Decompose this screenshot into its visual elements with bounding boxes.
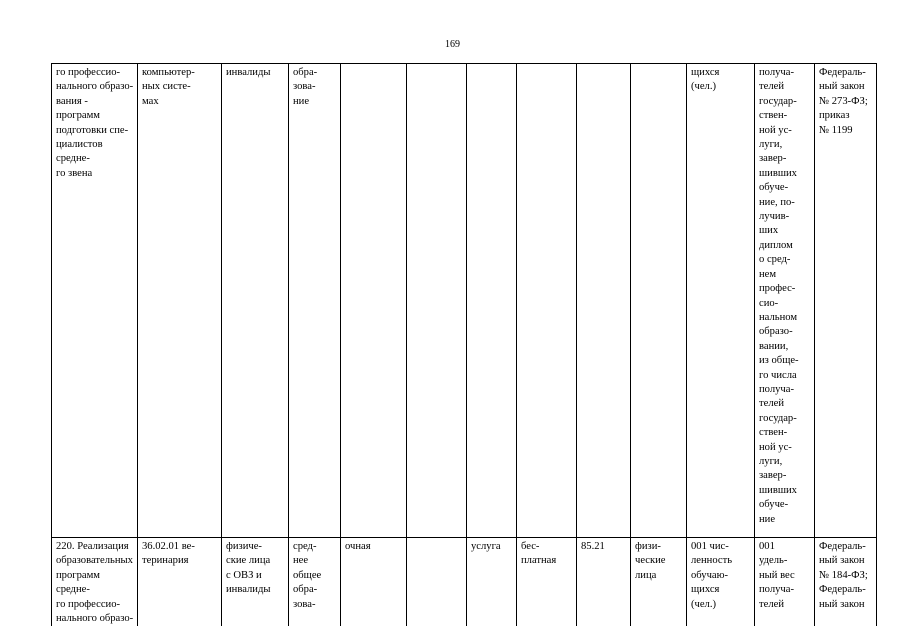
table-cell: получа- телей государ- ствен- ной ус- луги, завер- шивших обуче- ние, по- лучив- ших диплом о сред- нем профес- сио- нальном образо- вании, из обще- го числа получа- телей государ- ствен- ной ус- луги, завер- шивших обуче- ние — [755, 64, 815, 538]
table-cell — [341, 64, 407, 538]
table-cell: 220. Реализация образовательных программ средне- го профессио- нального образо- — [52, 538, 138, 627]
table-cell — [517, 64, 577, 538]
table-cell: 36.02.01 ве- теринария — [138, 538, 222, 627]
table-cell: очная — [341, 538, 407, 627]
table-cell: 001 удель- ный вес получа- телей — [755, 538, 815, 627]
table-cell: услуга — [467, 538, 517, 627]
table-cell — [407, 64, 467, 538]
table-cell: сред- нее общее обра- зова- — [289, 538, 341, 627]
table-cell — [407, 538, 467, 627]
table-cell: 001 чис- ленность обучаю- щихся (чел.) — [687, 538, 755, 627]
table-cell — [631, 64, 687, 538]
table-cell: Федераль- ный закон № 184-ФЗ; Федераль- ный закон — [815, 538, 877, 627]
table-cell: физи- ческие лица — [631, 538, 687, 627]
table-cell: обра- зова- ние — [289, 64, 341, 538]
table-cell: компьютер- ных систе- мах — [138, 64, 222, 538]
table-row — [52, 64, 877, 538]
table-cell: Федераль- ный закон № 273-ФЗ; приказ № 1199 — [815, 64, 877, 538]
table-cell: щихся (чел.) — [687, 64, 755, 538]
table-cell: го профессио- нального образо- вания - программ подготовки спе- циалистов средне- го звена — [52, 64, 138, 538]
table-cell: 85.21 — [577, 538, 631, 627]
table-cell: бес- платная — [517, 538, 577, 627]
table-cell: физиче- ские лица с ОВЗ и инвалиды — [222, 538, 289, 627]
table-cell — [577, 64, 631, 538]
table-row — [52, 538, 877, 627]
services-table — [51, 63, 877, 626]
page-number: 169 — [445, 39, 460, 50]
table-cell: инвалиды — [222, 64, 289, 538]
table-cell — [467, 64, 517, 538]
